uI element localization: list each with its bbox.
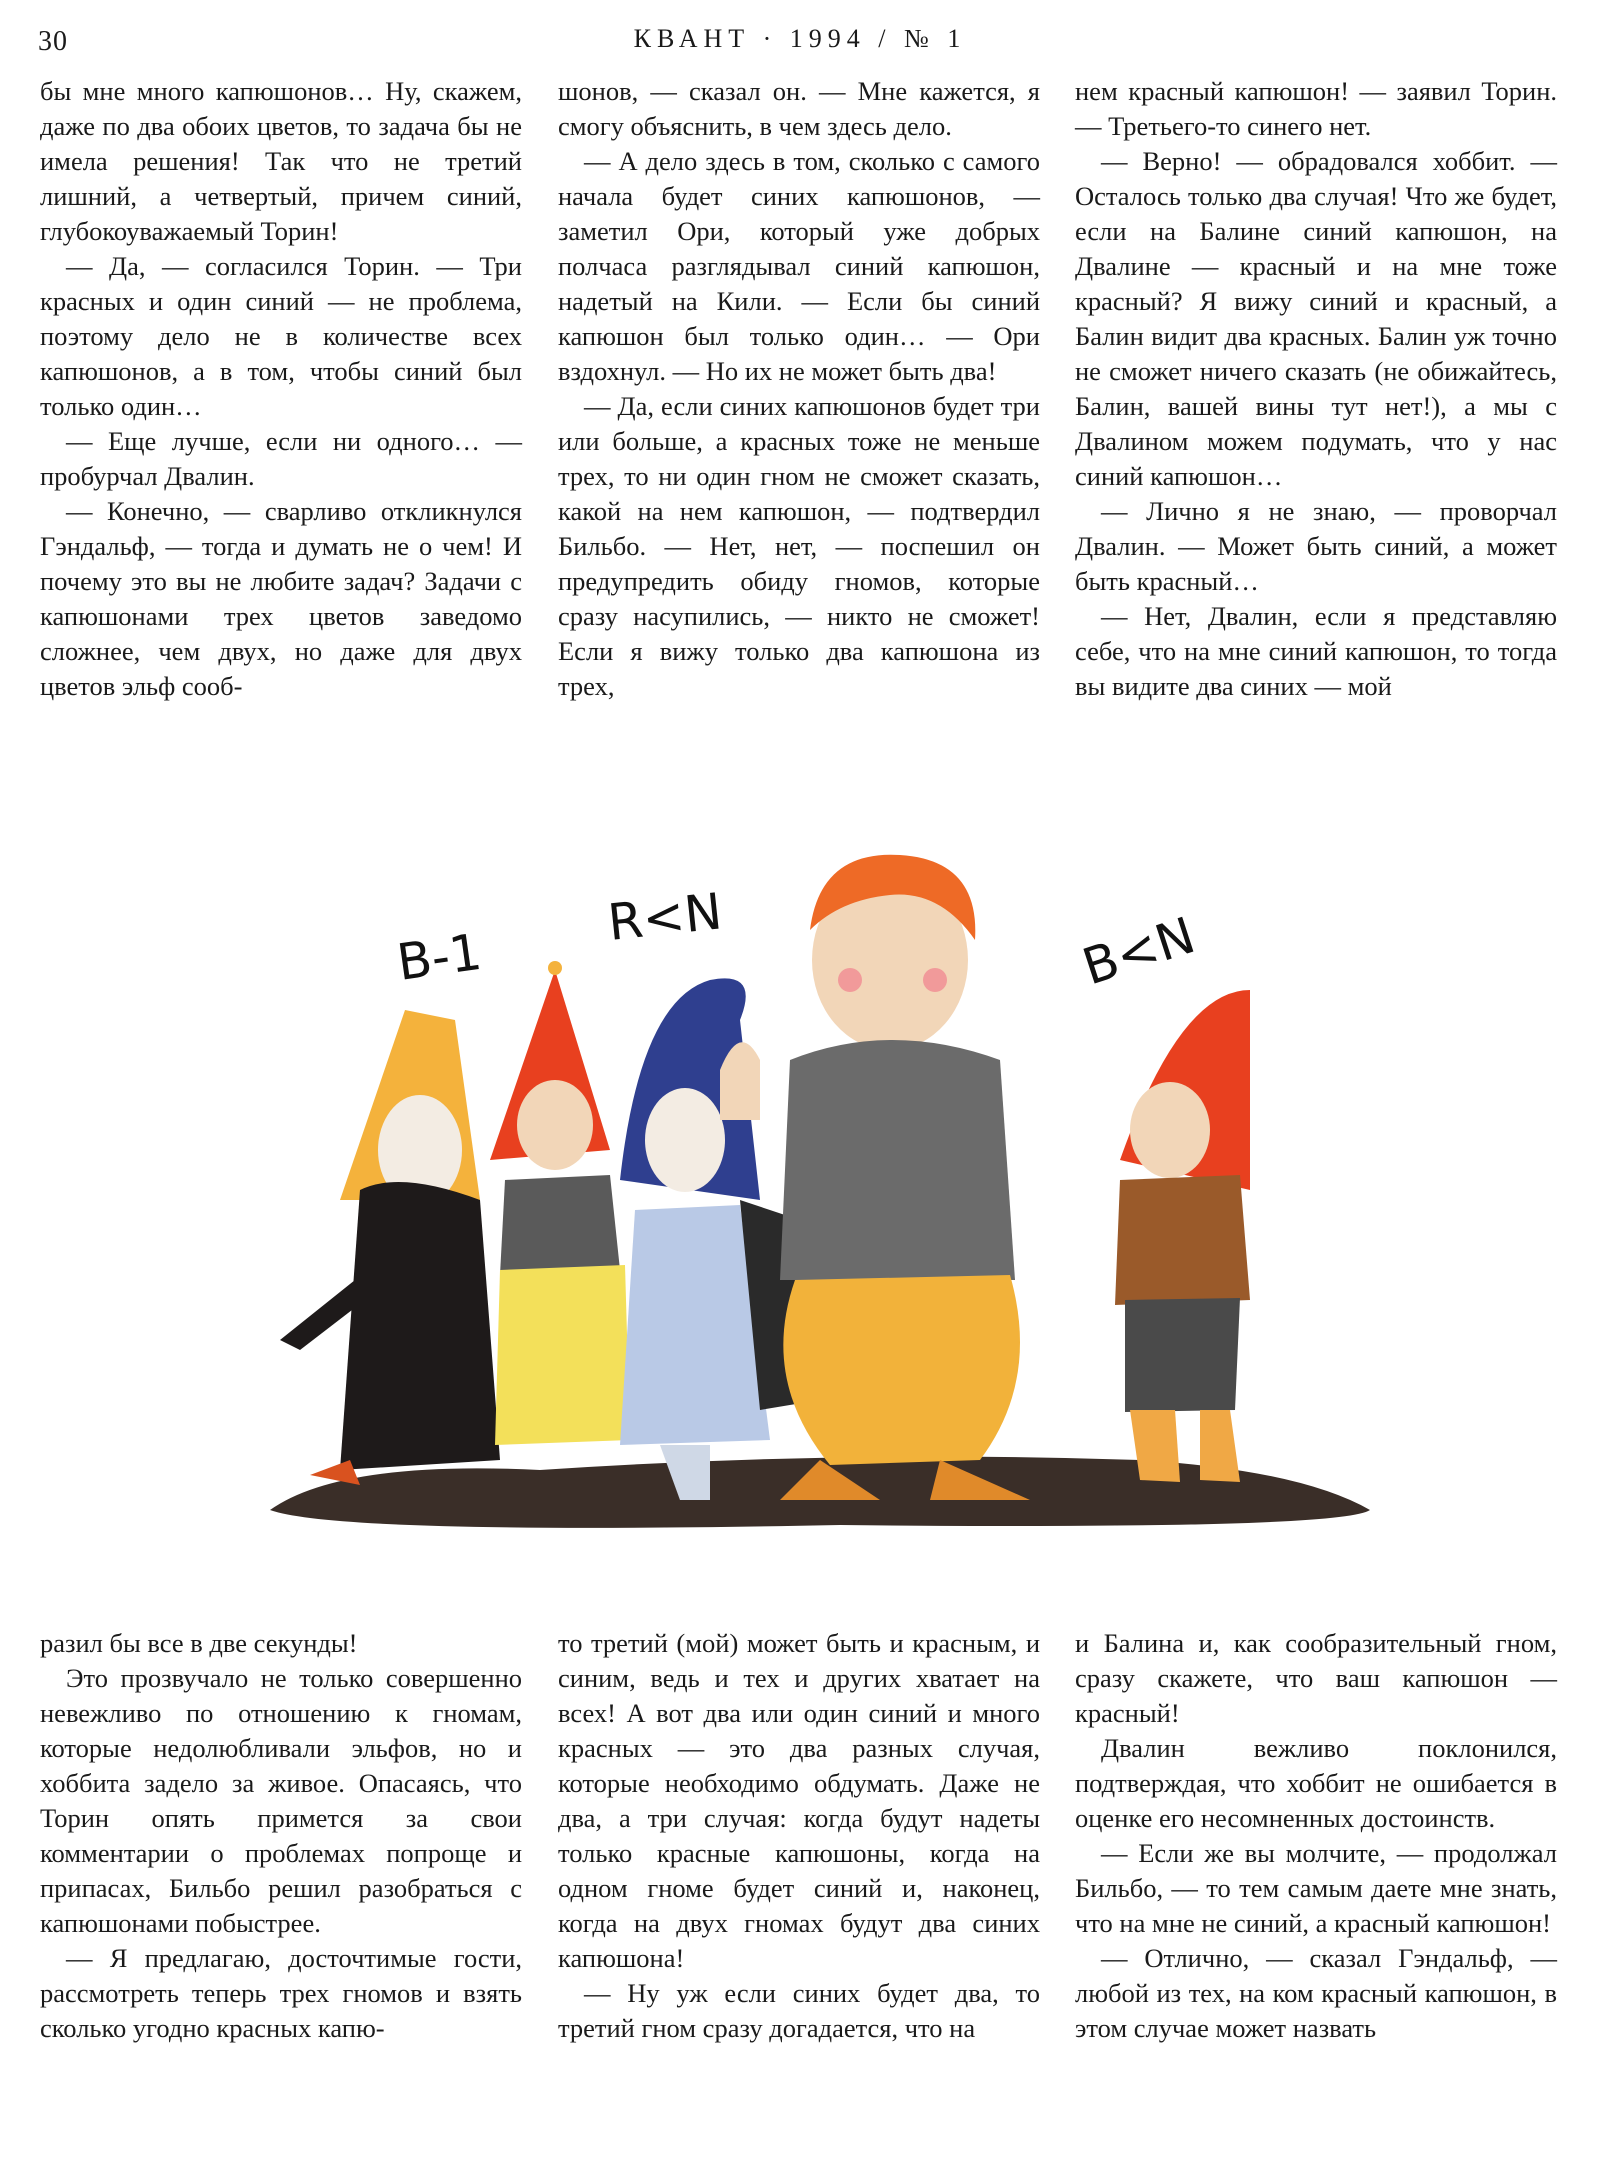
paragraph: — Нет, Двалин, если я представляю себе, что на мне синий капюшон, то тогда вы видите два синих — мой bbox=[1075, 601, 1557, 701]
top-column-3 bbox=[1075, 74, 1557, 704]
gnomes-illustration bbox=[240, 820, 1400, 1540]
paragraph: то третий (мой) может быть и красным, и синим, ведь и тех и других хватает на всех! А вот два или один синий и много красных — это два разных случая, которые необходимо обдумать. Даже не два, а три случая: когда будут надеты только красные капюшоны, когда на одном гноме будет синий и, наконец, когда на двух гномах будут два синих капюшона! bbox=[558, 1628, 1040, 1973]
paragraph: — Ну уж если синих будет два, то третий гном сразу догадается, что на bbox=[558, 1978, 1040, 2043]
paragraph: бы мне много капюшонов… Ну, скажем, даже по два обоих цветов, то задача бы не имела решения! Так что не третий лишний, а четвертый, причем синий, глубокоуважаемый Торин! bbox=[40, 76, 522, 246]
paragraph: — Отлично, — сказал Гэндальф, — любой из тех, на ком красный капюшон, в этом случае может назвать bbox=[1075, 1943, 1557, 2043]
paragraph: Это прозвучало не только совершенно невежливо по отношению к гномам, которые недолюбливали эльфов, но и хоббита задело за живое. Опасаясь, что Торин опять примется за свои комментарии о проблемах попроще и припасах, Бильбо решил разобраться с капюшонами побыстрее. bbox=[40, 1663, 522, 1938]
paragraph: — Да, — согласился Торин. — Три красных и один синий — не проблема, поэтому дело не в количестве всех капюшонов, а в том, чтобы синий был только один… bbox=[40, 251, 522, 421]
paragraph: нем красный капюшон! — заявил Торин. — Третьего-то синего нет. bbox=[1075, 76, 1557, 141]
paragraph: — Да, если синих капюшонов будет три или больше, а красных тоже не меньше трех, то ни один гном не сможет сказать, какой на нем капюшон, — подтвердил Бильбо. — Нет, нет, — поспешил он предупредить обиду гномов, которые сразу насупились, — никто не сможет! Если я вижу только два капюшона из трех, bbox=[558, 391, 1040, 701]
paragraph: Двалин вежливо поклонился, подтверждая, что хоббит не ошибается в оценке его несомненных достоинств. bbox=[1075, 1733, 1557, 1833]
paragraph: — Еще лучше, если ни одного… — пробурчал Двалин. bbox=[40, 426, 522, 491]
paragraph: — Лично я не знаю, — проворчал Двалин. — Может быть синий, а может быть красный… bbox=[1075, 496, 1557, 596]
paragraph: — Я предлагаю, досточтимые гости, рассмотреть теперь трех гномов и взять сколько угодно красных капю- bbox=[40, 1943, 522, 2043]
label-b-less-n: B<N bbox=[1075, 906, 1202, 997]
paragraph: разил бы все в две секунды! bbox=[40, 1628, 358, 1658]
paragraph: — А дело здесь в том, сколько с самого начала будет синих капюшонов, — заметил Ори, который уже добрых полчаса разглядывал синий капюшон, надетый на Кили. — Если бы синий капюшон был только один… — Ори вздохнул. — Но их не может быть два! bbox=[558, 146, 1040, 386]
bottom-column-3 bbox=[1075, 1626, 1557, 2046]
paragraph: — Верно! — обрадовался хоббит. — Осталось только два случая! Что же будет, если на Балине синий капюшон, на Двалине — красный и на мне тоже красный? Я вижу синий и красный, а Балин видит два красных. Балин уж точно не сможет ничего сказать (не обижайтесь, Балин, вашей вины тут нет!), а мы с Двалином можем подумать, что у нас синий капюшон… bbox=[1075, 146, 1557, 491]
paragraph: шонов, — сказал он. — Мне кажется, я смогу объяснить, в чем здесь дело. bbox=[558, 76, 1040, 141]
bottom-column-2 bbox=[558, 1626, 1040, 2046]
paragraph: — Конечно, — сварливо откликнулся Гэндальф, — тогда и думать не о чем! И почему это вы не любите задач? Задачи с капюшонами трех цветов заведомо сложнее, чем двух, но даже для двух цветов эльф сооб- bbox=[40, 496, 522, 701]
label-r-less-n: R<N bbox=[605, 882, 725, 952]
paragraph: и Балина и, как сообразительный гном, сразу скажете, что ваш капюшон — красный! bbox=[1075, 1628, 1557, 1728]
paragraph: — Если же вы молчите, — продолжал Бильбо, — то тем самым даете мне знать, что на мне не синий, а красный капюшон! bbox=[1075, 1838, 1557, 1938]
page-number: 30 bbox=[38, 26, 68, 57]
bottom-column-1 bbox=[40, 1626, 522, 2046]
gnome-right-red-hood bbox=[1115, 990, 1250, 1482]
label-b-minus-1: B-1 bbox=[393, 922, 486, 992]
running-head: КВАНТ · 1994 / № 1 bbox=[633, 24, 967, 53]
gnome-yellow-hood bbox=[280, 1010, 500, 1485]
top-column-1 bbox=[40, 74, 522, 704]
top-column-2 bbox=[558, 74, 1040, 704]
gnome-red-hood bbox=[490, 961, 630, 1445]
